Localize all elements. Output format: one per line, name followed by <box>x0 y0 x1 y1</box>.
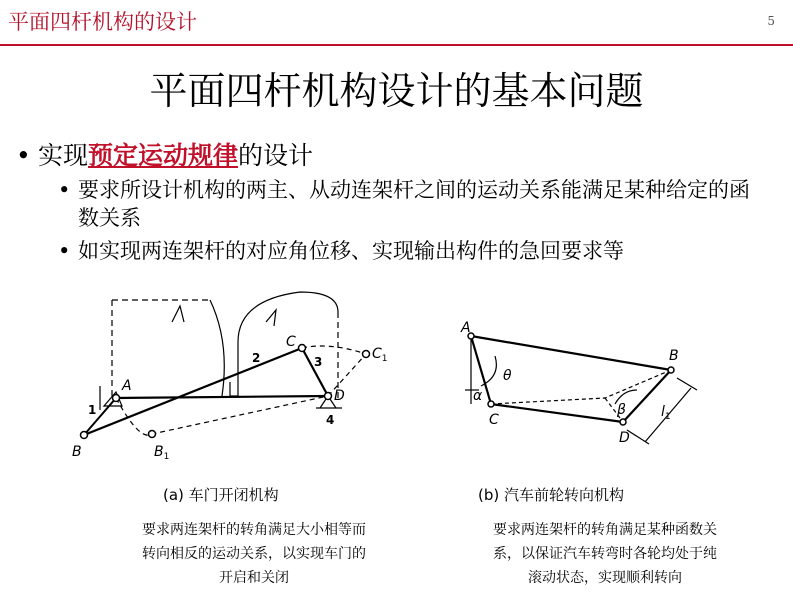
sub-bullet-1 <box>58 176 768 232</box>
description-figure-b <box>450 518 760 590</box>
figure-car-door-mechanism <box>70 282 390 462</box>
description-line: 要求两连架杆的转角满足大小相等而 <box>142 522 366 538</box>
description-line: 要求两连架杆的转角满足某种函数关 <box>493 522 717 538</box>
label-n1: 1 <box>88 403 97 417</box>
bullet-dot: • <box>16 141 31 170</box>
label-l1: $l_1$ <box>661 404 671 422</box>
arrow-right-door <box>266 310 276 326</box>
link-ab-frame <box>471 336 671 370</box>
label-a: A <box>461 320 471 336</box>
sub-bullet-text: 如实现两连架杆的对应角位移、实现输出构件的急回要求等 <box>78 239 624 263</box>
label-c1: $C_1$ <box>372 346 388 364</box>
link-alt-dashed <box>491 370 671 422</box>
joint-d <box>325 393 332 400</box>
arrow-left-door <box>172 306 184 322</box>
label-d: D <box>334 388 345 404</box>
label-n3: 3 <box>314 355 323 369</box>
slide-title: 平面四杆机构设计的基本问题 <box>149 69 644 113</box>
label-b: B <box>669 348 679 364</box>
page-number: 5 <box>767 14 775 28</box>
caption-figure-b: (b) 汽车前轮转向机构 <box>478 486 624 504</box>
sub-bullet-2 <box>58 237 768 265</box>
joint-d <box>620 419 626 425</box>
label-beta: β <box>617 402 626 418</box>
bullet-highlight: 预定运动规律 <box>88 141 239 170</box>
joint-c1 <box>363 351 370 358</box>
joint-c <box>299 345 306 352</box>
label-a: A <box>122 378 132 394</box>
description-line: 系，以保证汽车转弯时各轮均处于纯 <box>493 546 717 562</box>
label-n2: 2 <box>252 351 261 365</box>
bullet-dot: • <box>58 239 71 263</box>
caption-figure-a: (a) 车门开闭机构 <box>163 486 279 504</box>
sub-bullet-text: 要求所设计机构的两主、从动连架杆之间的运动关系能满足某种给定的函数关系 <box>78 178 750 230</box>
label-b: B <box>72 444 82 460</box>
joint-c <box>488 401 494 407</box>
bullet-main <box>16 136 313 172</box>
joint-b <box>668 367 674 373</box>
description-line: 转向相反的运动关系，以实现车门的 <box>142 546 366 562</box>
description-line: 滚动状态，实现顺利转向 <box>528 570 682 586</box>
description-line: 开启和关闭 <box>219 570 289 586</box>
label-b1: $B_1$ <box>154 444 170 462</box>
bullet-suffix: 的设计 <box>238 141 314 170</box>
bullet-prefix: 实现 <box>38 141 89 170</box>
header-rule <box>0 44 793 46</box>
label-alpha: α <box>473 388 483 404</box>
label-theta: θ <box>503 368 512 384</box>
link-ad <box>116 396 328 398</box>
link-cd <box>491 404 623 422</box>
label-d: D <box>619 430 630 446</box>
door-arc-lines <box>230 382 238 396</box>
header-title: 平面四杆机构的设计 <box>8 10 197 34</box>
label-c: C <box>286 334 296 350</box>
joint-a <box>113 395 120 402</box>
joint-b1 <box>149 431 156 438</box>
joint-b <box>81 432 88 439</box>
bullet-dot: • <box>58 178 71 202</box>
description-figure-a <box>104 518 404 590</box>
link-bc <box>84 348 302 435</box>
label-c: C <box>489 412 499 428</box>
figure-steering-mechanism <box>455 320 715 460</box>
label-n4: 4 <box>326 413 335 427</box>
